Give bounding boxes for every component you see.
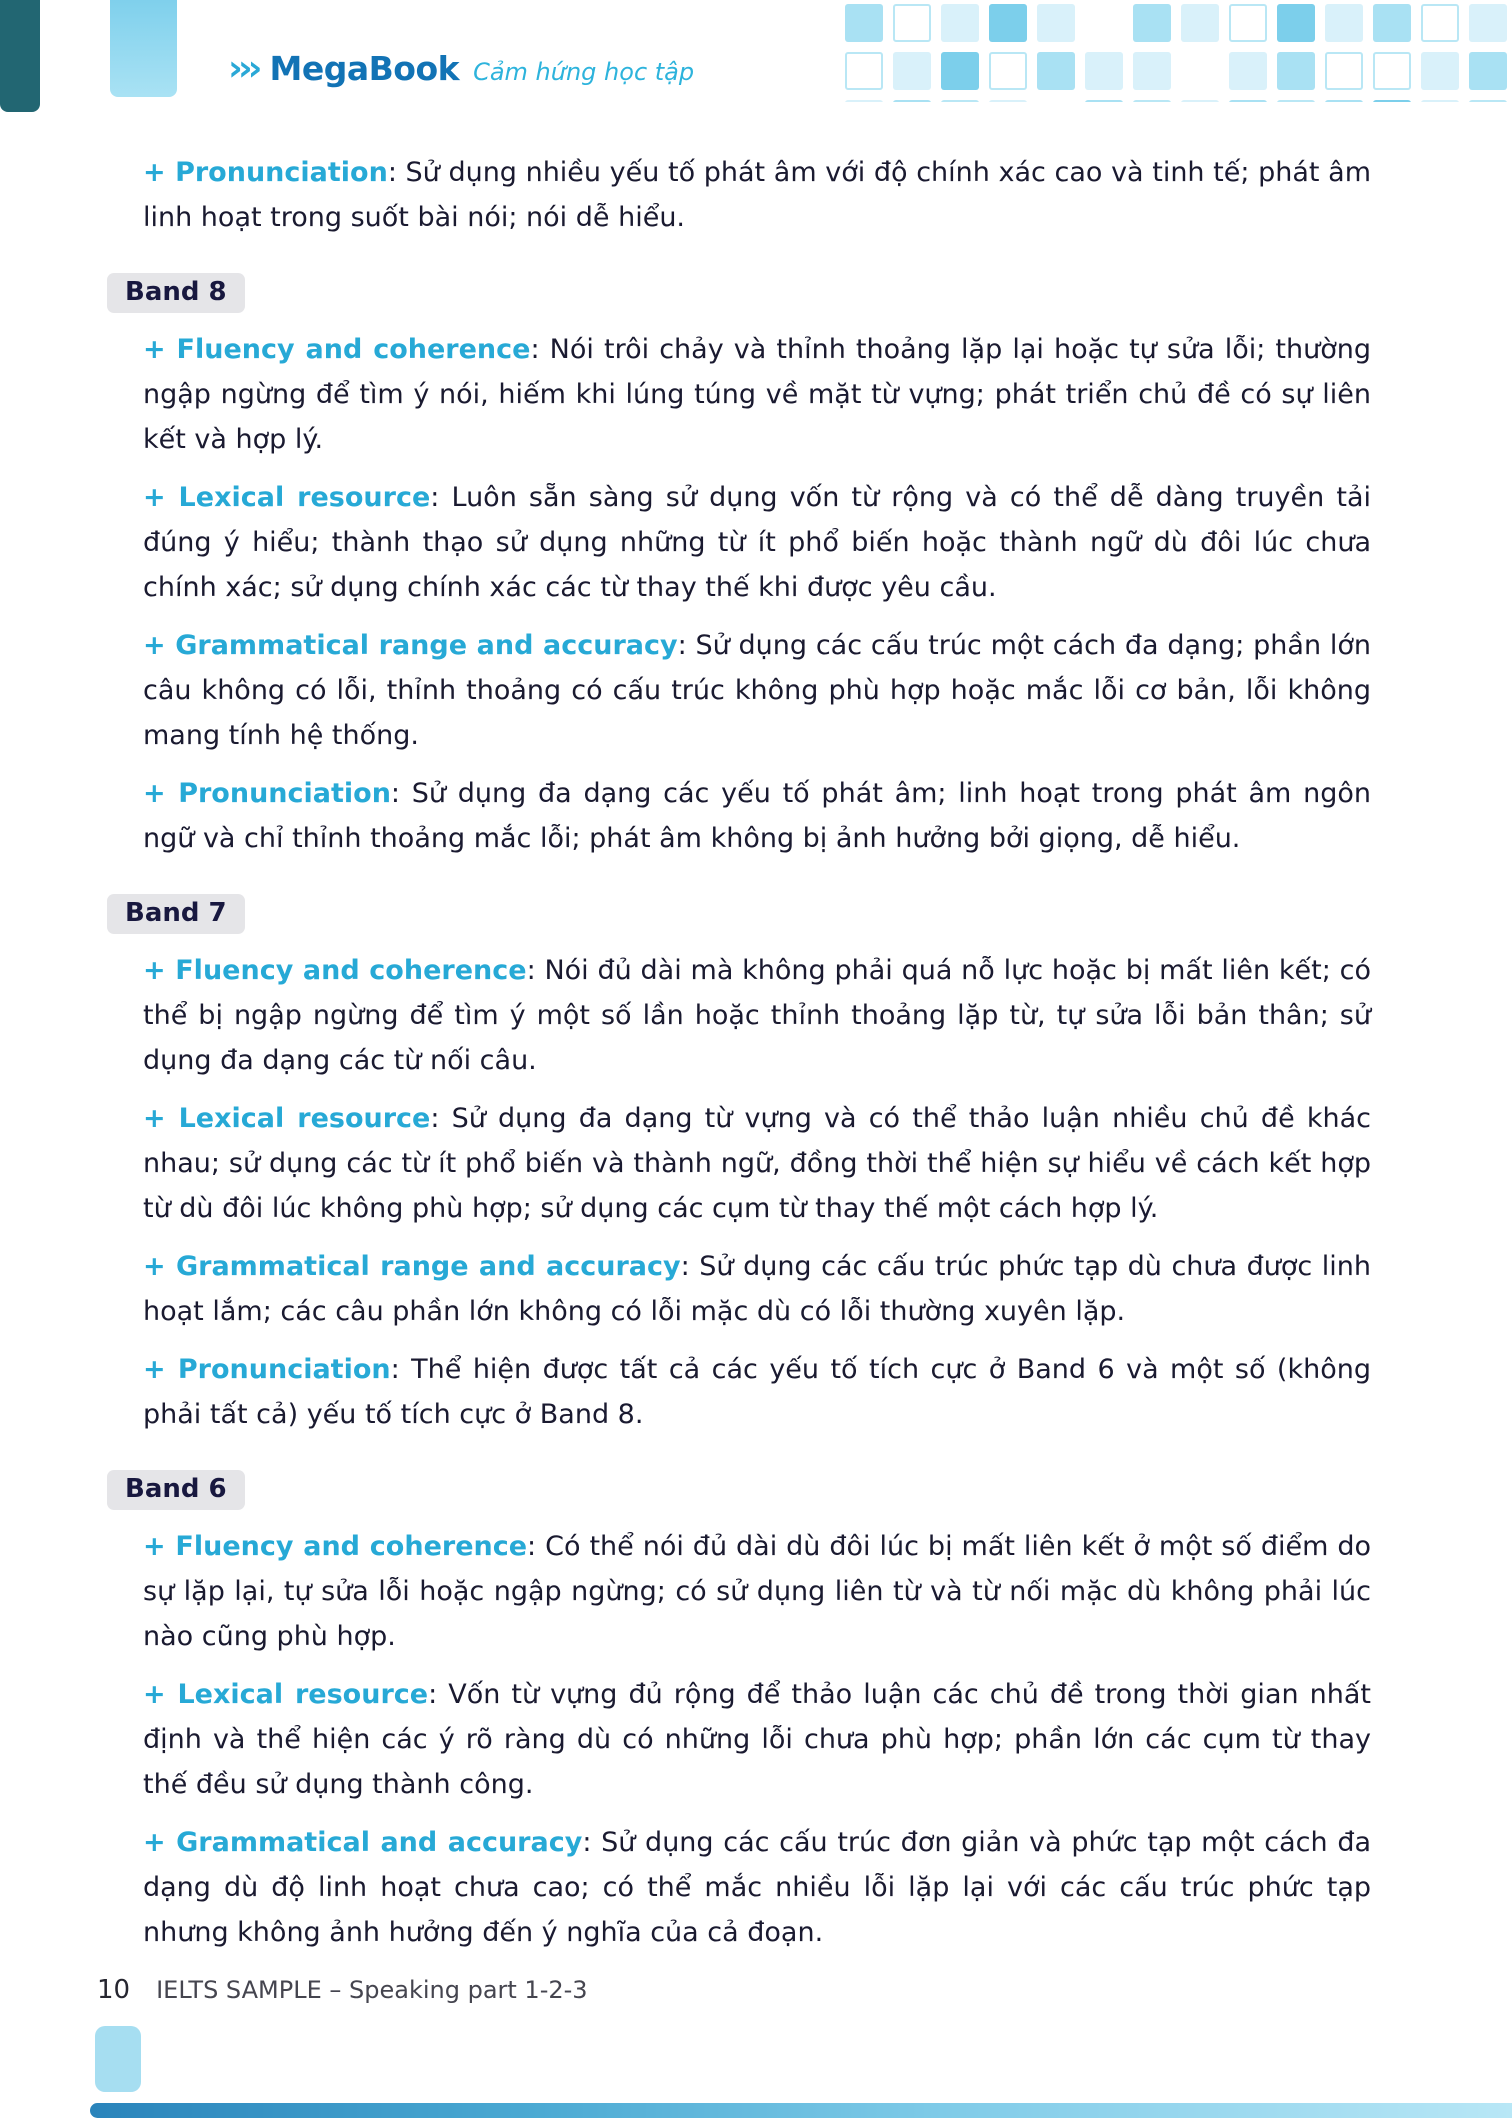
top-right-mosaic [845, 4, 1512, 102]
mosaic-square [1133, 100, 1171, 102]
criterion-paragraph [143, 475, 1371, 610]
mosaic-square [1325, 100, 1363, 102]
criterion-label: + Fluency and coherence [143, 334, 531, 365]
page-number: 10 [97, 1975, 131, 2005]
megabook-logo [228, 48, 694, 89]
mosaic-square [989, 4, 1027, 42]
mosaic-square [1133, 4, 1171, 42]
mosaic-square [893, 4, 931, 42]
criterion-paragraph [143, 1524, 1371, 1659]
mosaic-square [1469, 52, 1507, 90]
mosaic-square [1373, 52, 1411, 90]
mosaic-square [1421, 100, 1459, 102]
criterion-paragraph [143, 1096, 1371, 1231]
criterion-paragraph [143, 1244, 1371, 1334]
mosaic-square [941, 52, 979, 90]
band-7-heading: Band 7 [107, 894, 245, 934]
criterion-text: : Sử dụng các cấu trúc một cách đa dạng; phần lớn câu không có lỗi, thỉnh thoảng có cấu trúc không phù hợp hoặc mắc lỗi cơ bản, lỗi không mang tính hệ thống. [143, 630, 1371, 751]
page-content [125, 150, 1372, 1968]
criterion-text: : Nói trôi chảy và thỉnh thoảng lặp lại hoặc tự sửa lỗi; thường ngập ngừng để tìm ý nói, hiếm khi lúng túng về mặt từ vựng; phát triển chủ đề có sự liên kết và hợp lý. [143, 334, 1372, 455]
band-8-section [125, 253, 1372, 861]
top-left-dark-bar [0, 0, 40, 112]
logo-chevrons-icon: ››› [228, 48, 258, 89]
mosaic-square [1373, 4, 1411, 42]
band-8-heading: Band 8 [107, 273, 245, 313]
criterion-text: : Thể hiện được tất cả các yếu tố tích cực ở Band 6 và một số (không phải tất cả) yếu tố tích cực ở Band 8. [143, 1354, 1371, 1430]
mosaic-square [1037, 4, 1075, 42]
criterion-label: + Fluency and coherence [143, 1531, 528, 1562]
mosaic-square [1469, 100, 1507, 102]
page-footer [97, 1975, 588, 2005]
band-7-section [125, 874, 1371, 1437]
criterion-paragraph [143, 771, 1371, 861]
bottom-left-square [95, 2026, 141, 2092]
criterion-label: + Grammatical range and accuracy [143, 1251, 681, 1282]
criterion-label: + Pronunciation [143, 1354, 391, 1385]
mosaic-square [1373, 100, 1411, 102]
mosaic-square [1085, 100, 1123, 102]
criterion-label: + Pronunciation [143, 778, 391, 809]
mosaic-square [1277, 52, 1315, 90]
band-6-section [125, 1450, 1371, 1955]
mosaic-square [1181, 100, 1219, 102]
criterion-paragraph [143, 948, 1371, 1083]
criterion-label: + Fluency and coherence [143, 955, 527, 986]
mosaic-square [845, 4, 883, 42]
criterion-text: : Sử dụng nhiều yếu tố phát âm với độ chính xác cao và tinh tế; phát âm linh hoạt trong suốt bài nói; nói dễ hiểu. [143, 157, 1371, 233]
mosaic-square [1229, 100, 1267, 102]
footer-running-title: IELTS SAMPLE – Speaking part 1-2-3 [156, 1976, 588, 2004]
mosaic-square [1229, 52, 1267, 90]
logo-tagline: Cảm hứng học tập [473, 58, 695, 86]
criterion-text: : Luôn sẵn sàng sử dụng vốn từ rộng và có thể dễ dàng truyền tải đúng ý hiểu; thành thạo sử dụng những từ ít phổ biến hoặc thành ngữ dù đôi lúc chưa chính xác; sử dụng chính xác các từ thay thế khi được yêu cầu. [143, 482, 1371, 603]
mosaic-square [1421, 4, 1459, 42]
criterion-text: : Vốn từ vựng đủ rộng để thảo luận các chủ đề trong thời gian nhất định và thể hiện các ý rõ ràng dù có những lỗi chưa phù hợp; phần lớn các cụm từ thay thế đều sử dụng thành công. [143, 1679, 1371, 1800]
mosaic-square [989, 52, 1027, 90]
criterion-paragraph [143, 150, 1371, 240]
criterion-paragraph [143, 1820, 1371, 1955]
mosaic-square [1325, 52, 1363, 90]
mosaic-square [941, 4, 979, 42]
mosaic-square [1229, 4, 1267, 42]
mosaic-square [845, 100, 883, 102]
mosaic-square [1277, 100, 1315, 102]
band-6-heading: Band 6 [107, 1470, 245, 1510]
criterion-text: : Có thể nói đủ dài dù đôi lúc bị mất liên kết ở một số điểm do sự lặp lại, tự sửa lỗi hoặc ngập ngừng; có sử dụng liên từ và từ nối mặc dù không phải lúc nào cũng phù hợp. [143, 1531, 1371, 1652]
criterion-label: + Lexical resource [143, 1103, 431, 1134]
top-left-light-bar [110, 0, 177, 97]
mosaic-square [1133, 52, 1171, 90]
mosaic-square [989, 100, 1027, 102]
criterion-text: : Sử dụng các cấu trúc đơn giản và phức tạp một cách đa dạng dù độ linh hoạt chưa cao; có thể mắc nhiều lỗi lặp lại với các cấu trúc phức tạp nhưng không ảnh hưởng đến ý nghĩa của cả đoạn. [143, 1827, 1371, 1948]
mosaic-square [893, 52, 931, 90]
criterion-paragraph [143, 327, 1371, 462]
criterion-label: + Lexical resource [143, 482, 431, 513]
bottom-gradient-bar [90, 2103, 1512, 2118]
criterion-label: + Grammatical range and accuracy [143, 630, 678, 661]
criterion-label: + Grammatical and accuracy [143, 1827, 583, 1858]
criterion-label: + Lexical resource [143, 1679, 429, 1710]
mosaic-square [1325, 4, 1363, 42]
mosaic-square [1037, 52, 1075, 90]
mosaic-square [941, 100, 979, 102]
mosaic-square [893, 100, 931, 102]
mosaic-square [1421, 52, 1459, 90]
criterion-text: : Sử dụng đa dạng các yếu tố phát âm; linh hoạt trong phát âm ngôn ngữ và chỉ thỉnh thoảng mắc lỗi; phát âm không bị ảnh hưởng bởi giọng, dễ hiểu. [143, 778, 1371, 854]
mosaic-square [1181, 4, 1219, 42]
logo-brand-text: MegaBook [269, 49, 460, 88]
mosaic-square [1469, 4, 1507, 42]
criterion-text: : Nói đủ dài mà không phải quá nỗ lực hoặc bị mất liên kết; có thể bị ngập ngừng để tìm ý một số lần hoặc thỉnh thoảng lặp từ, tự sửa lỗi bản thân; sử dụng đa dạng các từ nối câu. [143, 955, 1371, 1076]
criterion-paragraph [143, 1347, 1371, 1437]
mosaic-square [845, 52, 883, 90]
criterion-paragraph [143, 1672, 1371, 1807]
mosaic-square [1277, 4, 1315, 42]
criterion-label: + Pronunciation [143, 157, 388, 188]
criterion-text: : Sử dụng đa dạng từ vựng và có thể thảo luận nhiều chủ đề khác nhau; sử dụng các từ ít phổ biến và thành ngữ, đồng thời thể hiện sự hiểu về cách kết hợp từ dù đôi lúc không phù hợp; sử dụng các cụm từ thay thế một cách hợp lý. [143, 1103, 1371, 1224]
mosaic-square [1085, 52, 1123, 90]
criterion-paragraph [143, 623, 1371, 758]
criterion-text: : Sử dụng các cấu trúc phức tạp dù chưa được linh hoạt lắm; các câu phần lớn không có lỗi mặc dù có lỗi thường xuyên lặp. [143, 1251, 1371, 1327]
